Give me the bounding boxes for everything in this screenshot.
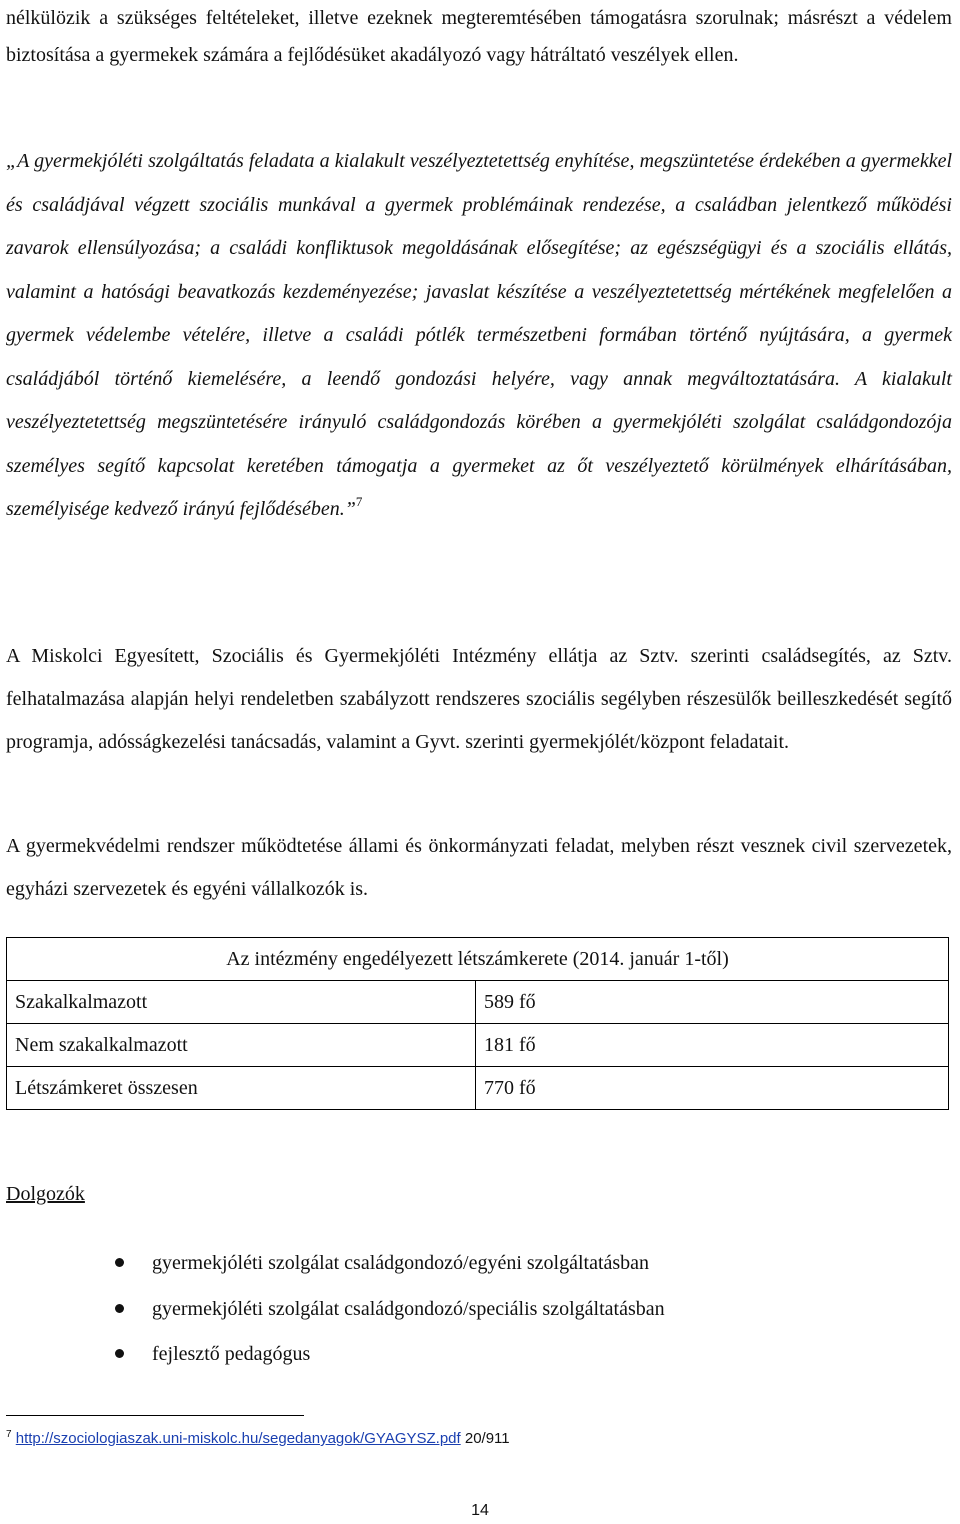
row-value: 770 fő [476, 1067, 949, 1110]
footnote-divider [6, 1415, 304, 1416]
row-label: Nem szakalkalmazott [7, 1024, 476, 1067]
table-row [7, 1024, 949, 1067]
row-label: Létszámkeret összesen [7, 1067, 476, 1110]
list-item-text: fejlesztő pedagógus [152, 1343, 311, 1365]
row-value: 181 fő [476, 1024, 949, 1067]
employees-heading: Dolgozók [6, 1183, 85, 1205]
staff-table [6, 937, 949, 1110]
bullet-icon [115, 1304, 124, 1313]
table-row [7, 1067, 949, 1110]
footnote-number: 7 [6, 1429, 12, 1440]
footnote-ref[interactable]: 7 [355, 494, 363, 509]
list-item [115, 1287, 665, 1333]
quote-paragraph [6, 140, 952, 532]
paragraph-intro: nélkülözik a szükséges feltételeket, illetve ezeknek megteremtésében támogatásra szorulnak; másrészt a védelem biztosítása a gyermekek számára a fejlődésüket akadályozó vagy hátráltató veszélyek ellen. [6, 7, 952, 66]
table-caption-row [7, 938, 949, 981]
footnote-link[interactable]: http://szociologiaszak.uni-miskolc.hu/segedanyagok/GYAGYSZ.pdf [15, 1430, 461, 1447]
table-caption: Az intézmény engedélyezett létszámkerete (2014. január 1-től) [7, 938, 949, 981]
table-row [7, 981, 949, 1024]
paragraph-institution: A Miskolci Egyesített, Szociális és Gyermekjóléti Intézmény ellátja az Sztv. szerinti családsegítés, az Sztv. felhatalmazása alapján helyi rendeletben szabályzott rendszeres szociális segélyben részesülők beilleszkedését segítő programja, adósságkezelési tanácsadás, valamint a Gyvt. szerinti gyermekjólét/központ feladatait. [6, 645, 952, 753]
paragraph-system: A gyermekvédelmi rendszer működtetése állami és önkormányzati feladat, melyben részt vesznek civil szervezetek, egyházi szervezetek és egyéni vállalkozók is. [6, 835, 952, 900]
footnote-suffix: 20/911 [460, 1430, 510, 1447]
bullet-icon [115, 1349, 124, 1358]
employees-list [115, 1241, 665, 1378]
row-value: 589 fő [476, 981, 949, 1024]
footnote [6, 1430, 510, 1447]
list-item-text: gyermekjóléti szolgálat családgondozó/egyéni szolgáltatásban [152, 1252, 650, 1274]
bullet-icon [115, 1258, 124, 1267]
list-item [115, 1241, 665, 1287]
row-label: Szakalkalmazott [7, 981, 476, 1024]
list-item [115, 1332, 665, 1378]
page-number: 14 [471, 1502, 489, 1519]
quote-text: „A gyermekjóléti szolgáltatás feladata a kialakult veszélyeztetettség enyhítése, megszüntetése érdekében a gyermekkel és családjával végzett szociális munkával a gyermek problémáinak rendezése, a családban jelentkező működési zavarok ellensúlyozása; a családi konfliktusok megoldásának elősegítése; az egészségügyi és a szociális ellátás, valamint a hatósági beavatkozás kezdeményezése; javaslat készítése a veszélyeztetettség mértékének megfelelően a gyermek védelembe vételére, illetve a családi pótlék természetbeni formában történő nyújtására, a gyermek családjából történő kiemelésére, a leendő gondozási helyére, vagy annak megváltoztatására. A kialakult veszélyeztetettség megszüntetésére irányuló családgondozás körében a gyermekjóléti szolgálat családgondozója személyes segítő kapcsolat keretében támogatja a gyermeket az őt veszélyeztető körülmények elhárításában, személyisége kedvező irányú fejlődésében.” [6, 150, 952, 520]
list-item-text: gyermekjóléti szolgálat családgondozó/speciális szolgáltatásban [152, 1297, 665, 1320]
